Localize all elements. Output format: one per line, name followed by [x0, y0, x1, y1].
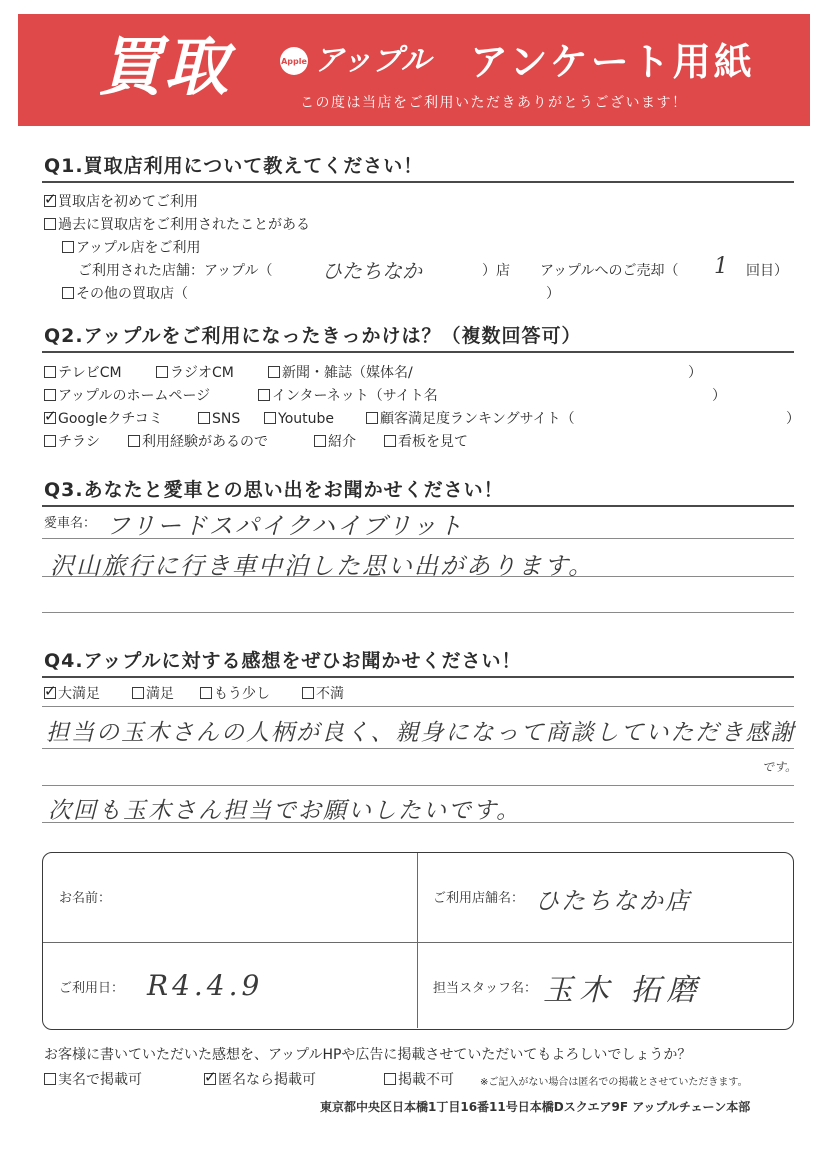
staff-name-label: 担当スタッフ名：	[433, 981, 538, 996]
q2-option-checkbox[interactable]	[198, 412, 210, 424]
q2-title: Q2.アップルをご利用になったきっかけは？（複数回答可）	[44, 325, 582, 347]
q3-line-1	[42, 538, 794, 539]
q3-title: Q3.あなたと愛車との思い出をお聞かせください！	[44, 479, 504, 501]
q1-store-value[interactable]: ひたちなか	[322, 259, 422, 283]
consent-real-name-checkbox[interactable]	[44, 1073, 56, 1085]
q2-option[interactable]: ラジオCM	[156, 363, 234, 383]
q2-option[interactable]: 新聞・雑誌（媒体名/	[268, 363, 413, 383]
q2-option-checkbox[interactable]	[44, 412, 56, 424]
apple-logo	[280, 44, 431, 78]
name-label: お名前：	[59, 891, 112, 906]
q4-rating[interactable]: ✓大満足	[44, 684, 100, 704]
q4-comment-2[interactable]: 次回も玉木さん担当でお願いしたいです。	[48, 798, 522, 824]
info-box-divider-horizontal	[43, 942, 792, 943]
q2-option[interactable]: チラシ	[44, 432, 100, 452]
info-box-divider-vertical	[417, 853, 418, 1028]
q2-option-checkbox[interactable]	[258, 389, 270, 401]
header-banner	[18, 14, 810, 126]
q1-other-checkbox[interactable]	[62, 287, 74, 299]
q1-sales-value[interactable]: 1	[714, 254, 728, 279]
q2-close-paren: ）	[786, 411, 800, 427]
q1-other-label: その他の買取店（	[76, 286, 188, 302]
q4-rating-checkbox[interactable]	[200, 687, 212, 699]
q2-option-checkbox[interactable]	[44, 366, 56, 378]
q2-option-checkbox[interactable]	[268, 366, 280, 378]
q4-comment-1[interactable]: 担当の玉木さんの人柄が良く、親身になって商談していただき感謝	[46, 720, 796, 746]
q4-rating-checkbox[interactable]	[44, 687, 56, 699]
q4-title: Q4.アップルに対する感想をぜひお聞かせください！	[44, 650, 522, 672]
consent-anonymous[interactable]: ✓ 匿名なら掲載可	[204, 1070, 316, 1090]
q2-option[interactable]: 看板を見て	[384, 432, 468, 452]
q1-used-before[interactable]	[44, 215, 310, 235]
q1-first-time[interactable]	[44, 192, 198, 212]
q2-option[interactable]: 利用経験があるので	[128, 432, 268, 452]
q4-rule	[42, 676, 794, 678]
q2-close-paren: ）	[688, 365, 702, 381]
q1-sales-prefix: アップルへのご売却（	[540, 263, 679, 279]
q2-option-checkbox[interactable]	[156, 366, 168, 378]
apple-logo-text: アップル	[314, 43, 431, 78]
q1-first-time-checkbox[interactable]	[44, 195, 56, 207]
q1-apple-store-checkbox[interactable]	[62, 241, 74, 253]
q4-line-1	[42, 706, 794, 707]
q1-apple-store-label: アップル店をご利用	[76, 240, 201, 256]
q2-option[interactable]: ✓Googleクチコミ	[44, 409, 163, 429]
q1-rule	[42, 181, 794, 183]
q2-close-paren: ）	[712, 388, 726, 404]
q4-line-3	[42, 785, 794, 786]
q1-store-suffix: ）店	[482, 263, 510, 279]
consent-question: お客様に書いていただいた感想を、アップルHPや広告に掲載させていただいてもよろしいでしょうか？	[44, 1047, 692, 1063]
consent-real-name[interactable]: 実名で掲載可	[44, 1070, 142, 1090]
q1-sales-suffix: 回目）	[746, 263, 788, 279]
customer-info-box	[42, 852, 794, 1030]
survey-title: アンケート用紙	[470, 40, 755, 84]
q2-option-checkbox[interactable]	[366, 412, 378, 424]
q2-option[interactable]: 紹介	[314, 432, 356, 452]
q2-option-checkbox[interactable]	[44, 389, 56, 401]
q2-rule	[42, 351, 794, 353]
q2-option[interactable]: インターネット（サイト名	[258, 386, 438, 406]
q2-option-checkbox[interactable]	[44, 435, 56, 447]
q3-line-2	[42, 576, 794, 577]
q3-car-value[interactable]: フリードスパイクハイブリット	[106, 512, 465, 540]
store-name-value[interactable]: ひたちなか店	[535, 887, 691, 915]
q1-store-prefix: ご利用された店舗：アップル（	[78, 263, 273, 279]
q1-first-time-label: 買取店を初めてご利用	[58, 194, 198, 210]
q1-title: Q1.買取店利用について教えてください！	[44, 155, 424, 177]
q3-car-label: 愛車名：	[44, 516, 97, 531]
q2-option[interactable]: テレビCM	[44, 363, 122, 383]
store-name-label: ご利用店舗名：	[433, 891, 525, 906]
q4-line-2	[42, 748, 794, 749]
q2-option[interactable]: Youtube	[264, 409, 334, 429]
apple-logo-icon: Apple	[280, 47, 308, 75]
q2-option[interactable]: 顧客満足度ランキングサイト（	[366, 409, 575, 429]
consent-not-allowed-checkbox[interactable]	[384, 1073, 396, 1085]
q1-apple-store[interactable]	[62, 238, 200, 258]
q2-option[interactable]: SNS	[198, 409, 240, 429]
q1-used-before-checkbox[interactable]	[44, 218, 56, 230]
kaitori-heading: 買取	[98, 31, 230, 105]
q3-memory[interactable]: 沢山旅行に行き車中泊した思い出があります。	[50, 552, 595, 580]
staff-name-value[interactable]: 玉木 拓磨	[543, 973, 703, 1008]
q4-line-4	[42, 822, 794, 823]
q2-option[interactable]: アップルのホームページ	[44, 386, 210, 406]
consent-note: ※ご記入がない場合は匿名での掲載とさせていただきます。	[480, 1077, 748, 1088]
q1-used-before-label: 過去に買取店をご利用されたことがある	[58, 217, 310, 233]
q4-rating[interactable]: 満足	[132, 684, 174, 704]
q2-option-checkbox[interactable]	[128, 435, 140, 447]
thanks-message: この度は当店をご利用いただきありがとうございます！	[300, 95, 688, 111]
q2-option-checkbox[interactable]	[384, 435, 396, 447]
consent-anonymous-checkbox[interactable]	[204, 1073, 216, 1085]
footer-address: 東京都中央区日本橋1丁目16番11号日本橋Dスクエア9F アップルチェーン本部	[320, 1100, 751, 1114]
q2-option-checkbox[interactable]	[264, 412, 276, 424]
q4-rating[interactable]: もう少し	[200, 684, 270, 704]
q4-rating-checkbox[interactable]	[302, 687, 314, 699]
use-date-label: ご利用日：	[59, 981, 125, 996]
q4-rating[interactable]: 不満	[302, 684, 344, 704]
q4-comment-1-tail[interactable]: です。	[762, 760, 798, 774]
consent-not-allowed[interactable]: 掲載不可	[384, 1070, 454, 1090]
q1-other-close: ）	[546, 286, 560, 302]
use-date-value[interactable]: R4.4.9	[147, 969, 264, 1002]
q1-other[interactable]	[62, 284, 188, 304]
q3-line-3	[42, 612, 794, 613]
q2-option-checkbox[interactable]	[314, 435, 326, 447]
q4-rating-checkbox[interactable]	[132, 687, 144, 699]
